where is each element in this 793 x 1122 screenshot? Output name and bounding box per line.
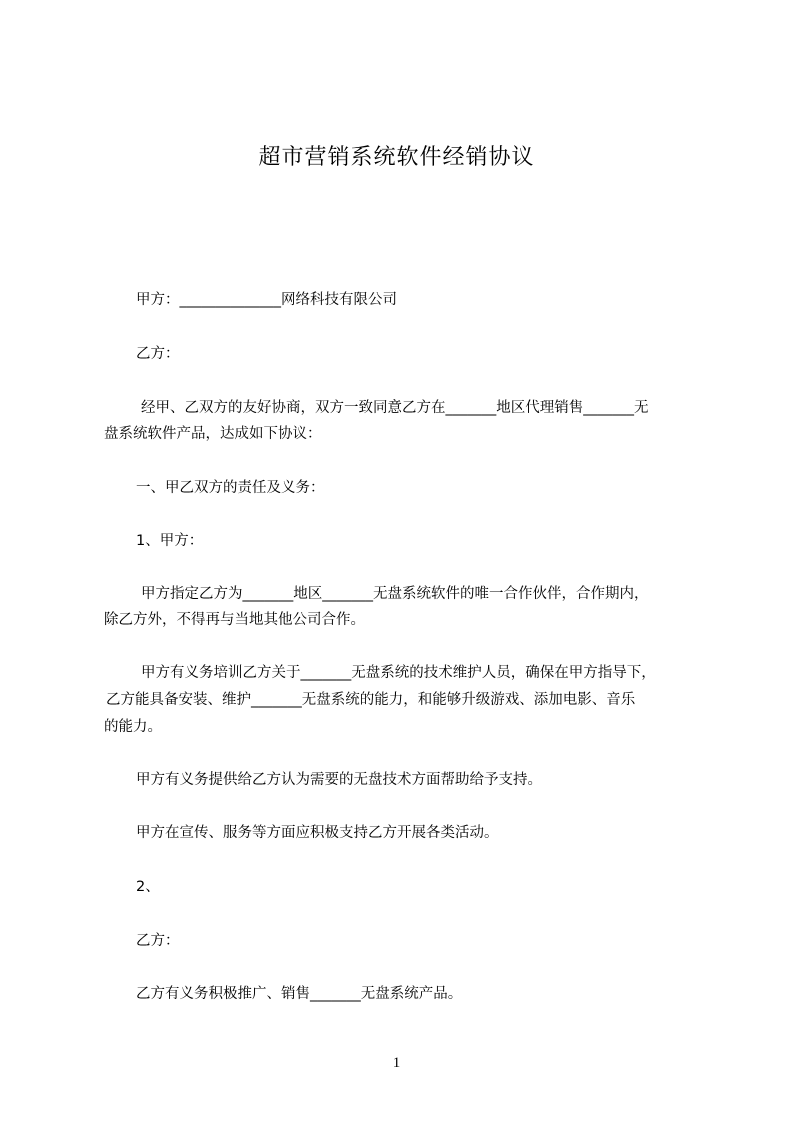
- party-a-clause-2-line-1: 甲方有义务培训乙方关于_______无盘系统的技术维护人员，确保在甲方指导下，: [141, 665, 656, 681]
- party-a-line: 甲方：______________网络科技有限公司: [136, 292, 397, 308]
- party-a-clause-1-line-1: 甲方指定乙方为_______地区_______无盘系统软件的唯一合作伙伴，合作期内，: [141, 586, 649, 602]
- party-a-clause-3: 甲方有义务提供给乙方认为需要的无盘技术方面帮助给予支持。: [136, 772, 542, 788]
- page-number: 1: [392, 1055, 401, 1071]
- item-2-party-label: 乙方：: [136, 933, 180, 949]
- party-b-clause-1: 乙方有义务积极推广、销售_______无盘系统产品。: [136, 986, 463, 1002]
- party-a-clause-1-line-2: 除乙方外，不得再与当地其他公司合作。: [104, 612, 365, 628]
- party-a-clause-2-line-2: 乙方能具备安装、维护_______无盘系统的能力，和能够升级游戏、添加电影、音乐: [106, 692, 636, 708]
- item-2-heading: 2、: [136, 879, 160, 895]
- item-1-heading: 1、甲方：: [136, 533, 204, 549]
- intro-line-1: 经甲、乙双方的友好协商，双方一致同意乙方在_______地区代理销售_______无: [141, 400, 649, 416]
- document-title: 超市营销系统软件经销协议: [258, 145, 535, 170]
- party-a-clause-4: 甲方在宣传、服务等方面应积极支持乙方开展各类活动。: [136, 825, 499, 841]
- intro-line-2: 盘系统软件产品，达成如下协议：: [104, 426, 322, 442]
- party-b-line: 乙方：: [136, 346, 180, 362]
- section-1-heading: 一、甲乙双方的责任及义务：: [136, 480, 325, 496]
- party-a-clause-2-line-3: 的能力。: [104, 719, 162, 735]
